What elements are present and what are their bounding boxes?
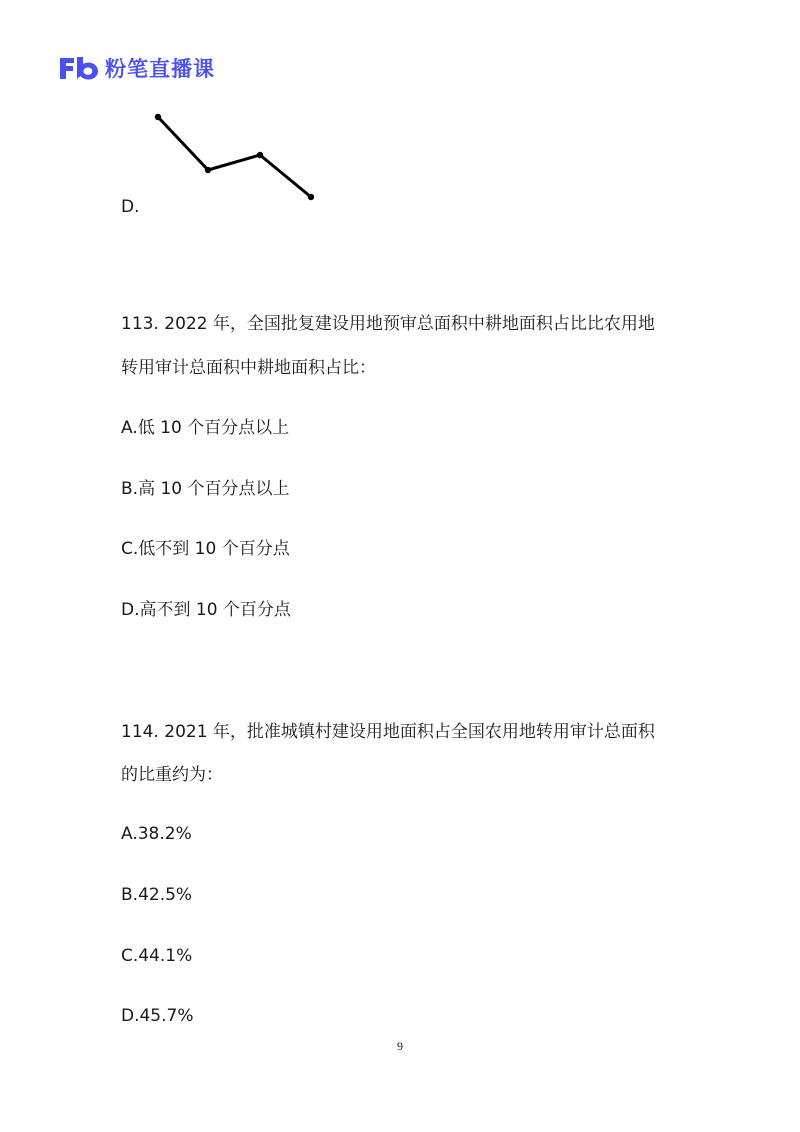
brand-logo <box>57 54 215 82</box>
question-114-option-a[interactable]: A.38.2% <box>121 824 192 844</box>
figure-option-label: D. <box>121 197 140 217</box>
question-114-text-line-2: 的比重约为： <box>121 765 223 785</box>
question-113-option-c[interactable]: C.低不到 10 个百分点 <box>121 539 290 559</box>
page-number: 9 <box>397 1039 403 1053</box>
brand-name: 粉笔直播课 <box>105 57 215 81</box>
question-114-option-d[interactable]: D.45.7% <box>121 1006 194 1026</box>
question-113-option-d[interactable]: D.高不到 10 个百分点 <box>121 600 291 620</box>
question-113-option-b[interactable]: B.高 10 个百分点以上 <box>121 479 290 499</box>
polyline-figure-icon <box>150 108 320 208</box>
question-113-text-line-2: 转用审计总面积中耕地面积占比： <box>121 358 376 378</box>
option-figure <box>150 108 320 208</box>
fb-logo-icon <box>57 54 101 82</box>
question-114-option-b[interactable]: B.42.5% <box>121 885 193 905</box>
question-113-text-line-1: 113. 2022 年，全国批复建设用地预审总面积中耕地面积占比比农用地 <box>121 314 655 334</box>
question-114-text-line-1: 114. 2021 年，批准城镇村建设用地面积占全国农用地转用审计总面积 <box>121 722 655 742</box>
question-113-option-a[interactable]: A.低 10 个百分点以上 <box>121 418 290 438</box>
question-114-option-c[interactable]: C.44.1% <box>121 946 193 966</box>
